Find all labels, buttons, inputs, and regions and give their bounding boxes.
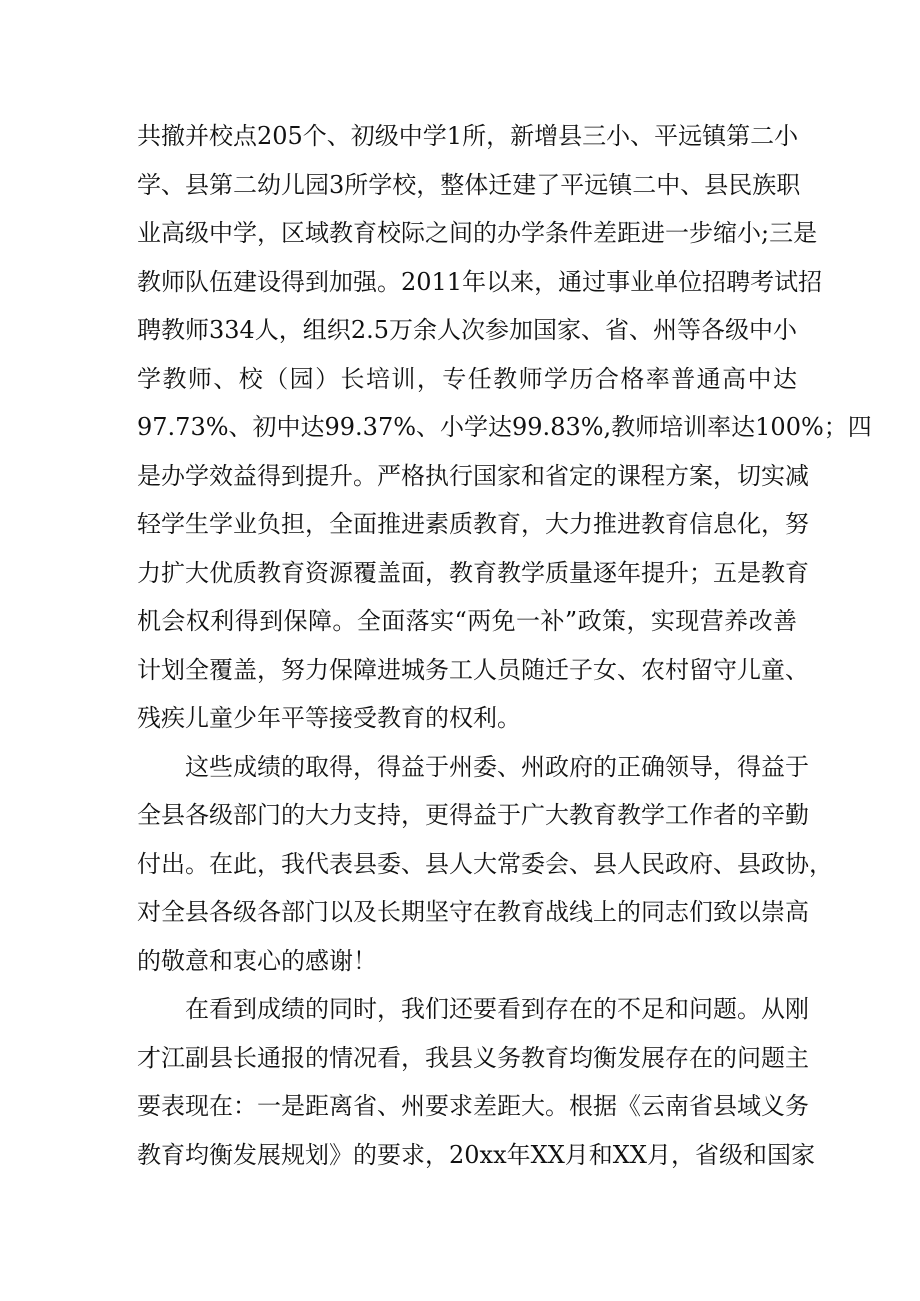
paragraph-gratitude bbox=[137, 743, 833, 986]
text-line: 要表现在：一是距离省、州要求差距大。根据《云南省县域义务 bbox=[137, 1092, 809, 1120]
text-line: 机会权利得到保障。全面落实“两免一补”政策，实现营养改善 bbox=[137, 607, 797, 635]
text-line: 学、县第二幼儿园3所学校，整体迁建了平远镇二中、县民族职 bbox=[137, 170, 801, 199]
text-line: 教师队伍建设得到加强。2011年以来，通过事业单位招聘考试招 bbox=[137, 267, 823, 296]
paragraph-problems bbox=[137, 985, 815, 1179]
text-line: 聘教师334人，组织2.5万余人次参加国家、省、州等各级中小 bbox=[137, 316, 797, 344]
text-line: 业高级中学，区域教育校际之间的办学条件差距进一步缩小;三是 bbox=[137, 219, 818, 247]
text-line: 计划全覆盖，努力保障进城务工人员随迁子女、农村留守儿童、 bbox=[137, 655, 809, 684]
text-line: 97.73%、初中达99.37%、小学达99.83%,教师培训率达100%；四 bbox=[137, 413, 872, 441]
text-line: 残疾儿童少年平等接受教育的权利。 bbox=[137, 704, 521, 732]
text-line: 学教师、校（园）长培训，专任教师学历合格率普通高中达 bbox=[137, 364, 797, 393]
text-line: 全县各级部门的大力支持，更得益于广大教育教学工作者的辛勤 bbox=[137, 801, 809, 829]
text-line: 共撤并校点205个、初级中学1所，新增县三小、平远镇第二小 bbox=[137, 122, 799, 150]
document-body bbox=[137, 112, 872, 1179]
text-line: 力扩大优质教育资源覆盖面，教育教学质量逐年提升；五是教育 bbox=[137, 558, 809, 587]
text-line: 的敬意和衷心的感谢！ bbox=[137, 946, 377, 975]
text-line: 在看到成绩的同时，我们还要看到存在的不足和问题。从刚 bbox=[185, 995, 809, 1023]
text-line: 才江副县长通报的情况看，我县义务教育均衡发展存在的问题主 bbox=[137, 1043, 809, 1072]
text-line: 付出。在此，我代表县委、县人大常委会、县人民政府、县政协， bbox=[137, 849, 833, 878]
paragraph-achievements bbox=[137, 112, 872, 743]
text-line: 教育均衡发展规划》的要求，20xx年XX月和XX月，省级和国家 bbox=[137, 1140, 815, 1169]
text-line: 这些成绩的取得，得益于州委、州政府的正确领导，得益于 bbox=[185, 752, 809, 781]
text-line: 是办学效益得到提升。严格执行国家和省定的课程方案，切实减 bbox=[137, 461, 809, 490]
text-line: 轻学生学业负担，全面推进素质教育，大力推进教育信息化，努 bbox=[137, 510, 809, 538]
text-line: 对全县各级各部门以及长期坚守在教育战线上的同志们致以崇高 bbox=[137, 898, 809, 926]
